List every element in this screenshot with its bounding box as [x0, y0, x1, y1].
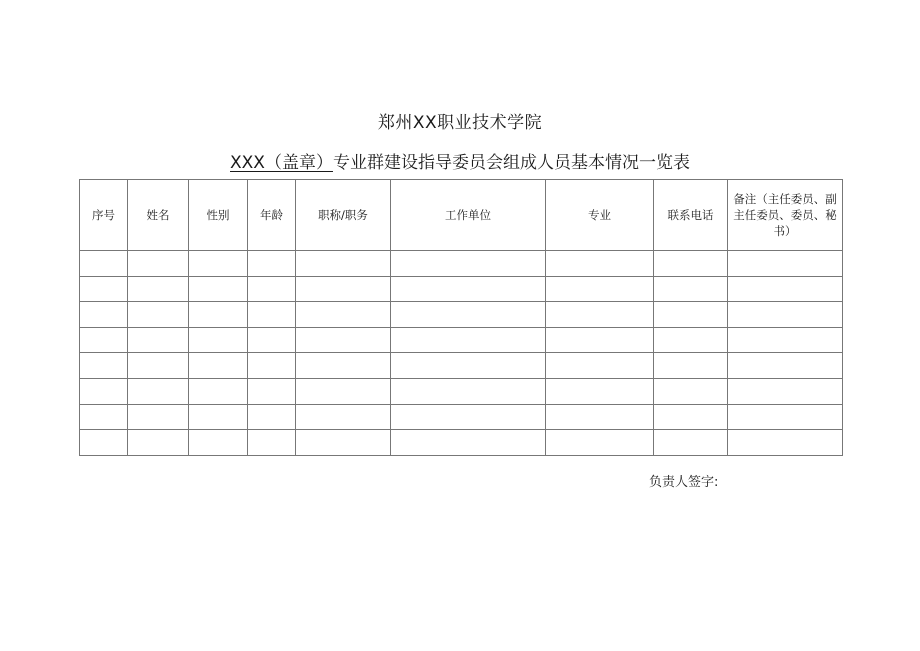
school-name: 郑州XX职业技术学院 — [377, 113, 543, 133]
table-cell[interactable] — [128, 430, 189, 456]
table-cell[interactable] — [654, 327, 728, 353]
table-cell[interactable] — [728, 251, 843, 277]
table-cell[interactable] — [80, 378, 128, 404]
table-row — [80, 430, 843, 456]
table-cell[interactable] — [654, 251, 728, 277]
header-employer: 工作单位 — [391, 180, 546, 251]
table-cell[interactable] — [728, 353, 843, 379]
signature-label: 负责人签字: — [649, 475, 719, 490]
table-cell[interactable] — [128, 251, 189, 277]
table-cell[interactable] — [546, 353, 654, 379]
table-cell[interactable] — [248, 251, 296, 277]
table-cell[interactable] — [80, 302, 128, 328]
table-cell[interactable] — [189, 378, 248, 404]
table-row — [80, 353, 843, 379]
table-cell[interactable] — [546, 404, 654, 430]
header-index: 序号 — [80, 180, 128, 251]
table-cell[interactable] — [80, 430, 128, 456]
table-cell[interactable] — [296, 404, 391, 430]
table-cell[interactable] — [80, 276, 128, 302]
table-cell[interactable] — [189, 251, 248, 277]
table-cell[interactable] — [296, 378, 391, 404]
table-cell[interactable] — [728, 404, 843, 430]
table-cell[interactable] — [189, 353, 248, 379]
table-cell[interactable] — [189, 327, 248, 353]
table-row — [80, 302, 843, 328]
table-cell[interactable] — [296, 353, 391, 379]
table-cell[interactable] — [546, 378, 654, 404]
table-cell[interactable] — [391, 276, 546, 302]
header-age: 年龄 — [248, 180, 296, 251]
table-cell[interactable] — [728, 378, 843, 404]
table-cell[interactable] — [546, 276, 654, 302]
table-row — [80, 404, 843, 430]
table-row — [80, 251, 843, 277]
table-cell[interactable] — [728, 276, 843, 302]
table-cell[interactable] — [80, 251, 128, 277]
table-cell[interactable] — [546, 327, 654, 353]
table-row — [80, 378, 843, 404]
table-header-row — [80, 180, 843, 251]
table-cell[interactable] — [391, 251, 546, 277]
table-cell[interactable] — [546, 302, 654, 328]
table-cell[interactable] — [391, 327, 546, 353]
table-cell[interactable] — [248, 302, 296, 328]
table-cell[interactable] — [654, 302, 728, 328]
header-phone: 联系电话 — [654, 180, 728, 251]
table-cell[interactable] — [248, 404, 296, 430]
table-cell[interactable] — [391, 430, 546, 456]
table-cell[interactable] — [189, 302, 248, 328]
table-cell[interactable] — [248, 327, 296, 353]
header-title-position: 职称/职务 — [296, 180, 391, 251]
table-cell[interactable] — [248, 430, 296, 456]
table-row — [80, 327, 843, 353]
table-cell[interactable] — [128, 327, 189, 353]
title-text: 专业群建设指导委员会组成人员基本情况一览表 — [332, 153, 690, 173]
table-cell[interactable] — [296, 430, 391, 456]
table-cell[interactable] — [391, 404, 546, 430]
table-cell[interactable] — [189, 430, 248, 456]
table-cell[interactable] — [128, 276, 189, 302]
table-cell[interactable] — [248, 276, 296, 302]
document-title — [0, 148, 920, 173]
table-cell[interactable] — [248, 378, 296, 404]
table-cell[interactable] — [128, 302, 189, 328]
table-cell[interactable] — [80, 404, 128, 430]
header-remarks: 备注（主任委员、副主任委员、委员、秘书） — [728, 180, 843, 251]
header-major: 专业 — [546, 180, 654, 251]
table-cell[interactable] — [296, 302, 391, 328]
table-cell[interactable] — [654, 276, 728, 302]
table-cell[interactable] — [296, 251, 391, 277]
table-cell[interactable] — [189, 276, 248, 302]
table-cell[interactable] — [128, 353, 189, 379]
table-cell[interactable] — [80, 353, 128, 379]
table-cell[interactable] — [546, 430, 654, 456]
table-cell[interactable] — [654, 430, 728, 456]
table-cell[interactable] — [391, 302, 546, 328]
committee-members-table — [79, 179, 843, 456]
table-cell[interactable] — [80, 327, 128, 353]
table-cell[interactable] — [654, 404, 728, 430]
table-cell[interactable] — [391, 353, 546, 379]
table-cell[interactable] — [391, 378, 546, 404]
table-cell[interactable] — [128, 378, 189, 404]
table-row — [80, 276, 843, 302]
table-cell[interactable] — [654, 378, 728, 404]
header-gender: 性别 — [189, 180, 248, 251]
table-cell[interactable] — [296, 276, 391, 302]
table-cell[interactable] — [728, 327, 843, 353]
title-seal-placeholder: XXX（盖章） — [230, 153, 333, 173]
table-cell[interactable] — [654, 353, 728, 379]
table-cell[interactable] — [128, 404, 189, 430]
table-cell[interactable] — [248, 353, 296, 379]
table-cell[interactable] — [189, 404, 248, 430]
header-name: 姓名 — [128, 180, 189, 251]
table-cell[interactable] — [296, 327, 391, 353]
table-cell[interactable] — [728, 302, 843, 328]
table-cell[interactable] — [728, 430, 843, 456]
table-cell[interactable] — [546, 251, 654, 277]
